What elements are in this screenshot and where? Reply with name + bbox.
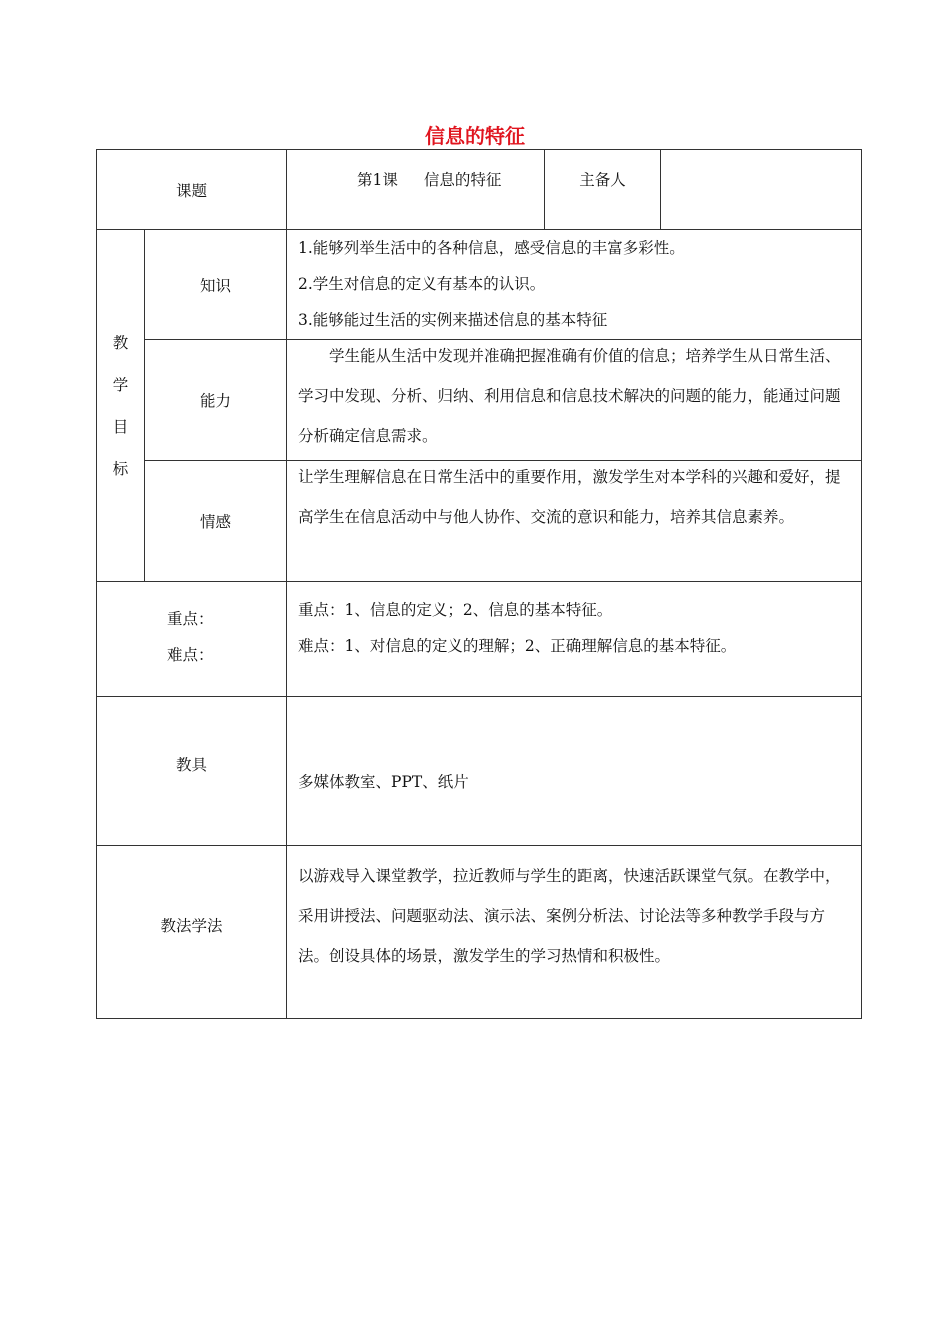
document-title: 信息的特征 — [425, 124, 525, 148]
ability-label: 能力 — [200, 392, 232, 410]
tools-label: 教具 — [176, 756, 208, 774]
preparer-label-cell — [545, 150, 661, 230]
keypoint-text: 重点：1、信息的定义；2、信息的基本特征。 — [298, 601, 613, 619]
methods-content-cell — [287, 846, 862, 1019]
knowledge-content-cell — [287, 230, 862, 340]
keypoint-label: 重点： — [167, 610, 214, 628]
methods-label: 教法学法 — [160, 917, 223, 935]
difficulty-text: 难点：1、对信息的定义的理解；2、正确理解信息的基本特征。 — [298, 637, 737, 655]
ability-row — [97, 340, 862, 461]
knowledge-item: 2.学生对信息的定义有基本的认识。 — [298, 275, 546, 293]
keypoints-row — [97, 582, 862, 697]
keypoints-content-cell — [287, 582, 862, 697]
objectives-group-label: 教 学 目 标 — [112, 333, 129, 478]
ability-label-cell — [145, 340, 287, 461]
difficulty-label: 难点： — [167, 646, 214, 664]
preparer-value-cell — [661, 150, 862, 230]
keypoints-label-cell — [97, 582, 287, 697]
methods-row — [97, 846, 862, 1019]
methods-label-cell — [97, 846, 287, 1019]
knowledge-item: 3.能够能过生活的实例来描述信息的基本特征 — [298, 311, 608, 329]
tools-label-cell — [97, 697, 287, 846]
tools-text: 多媒体教室、PPT、纸片 — [298, 773, 469, 791]
knowledge-item: 1.能够列举生活中的各种信息，感受信息的丰富多彩性。 — [298, 239, 685, 257]
knowledge-label: 知识 — [200, 276, 232, 295]
header-row — [97, 150, 862, 230]
lesson-plan-table — [96, 149, 862, 1019]
methods-text: 以游戏导入课堂教学，拉近教师与学生的距离，快速活跃课堂气氛。在教学中，采用讲授法、问题驱动法、演示法、案例分析法、讨论法等多种教学手段与方法。创设具体的场景，激发学生的学习热情和积极性。 — [298, 867, 841, 965]
emotion-row — [97, 461, 862, 582]
emotion-text: 让学生理解信息在日常生活中的重要作用，激发学生对本学科的兴趣和爱好，提高学生在信息活动中与他人协作、交流的意识和能力，培养其信息素养。 — [298, 468, 841, 526]
ability-content-cell — [287, 340, 862, 461]
lesson-cell — [287, 150, 545, 230]
tools-row — [97, 697, 862, 846]
objectives-group-cell — [97, 230, 145, 582]
knowledge-row — [97, 230, 862, 340]
lesson-number: 第1课 — [357, 171, 398, 189]
knowledge-label-cell — [145, 230, 287, 340]
emotion-label: 情感 — [200, 513, 232, 531]
topic-label-cell — [97, 150, 287, 230]
ability-text: 学生能从生活中发现并准确把握准确有价值的信息；培养学生从日常生活、学习中发现、分析、归纳、利用信息和信息技术解决的问题的能力，能通过问题分析确定信息需求。 — [298, 347, 841, 445]
preparer-label: 主备人 — [579, 171, 626, 189]
emotion-label-cell — [145, 461, 287, 582]
emotion-content-cell — [287, 461, 862, 582]
tools-content-cell — [287, 697, 862, 846]
topic-label: 课题 — [176, 181, 208, 200]
lesson-title: 信息的特征 — [423, 171, 502, 189]
